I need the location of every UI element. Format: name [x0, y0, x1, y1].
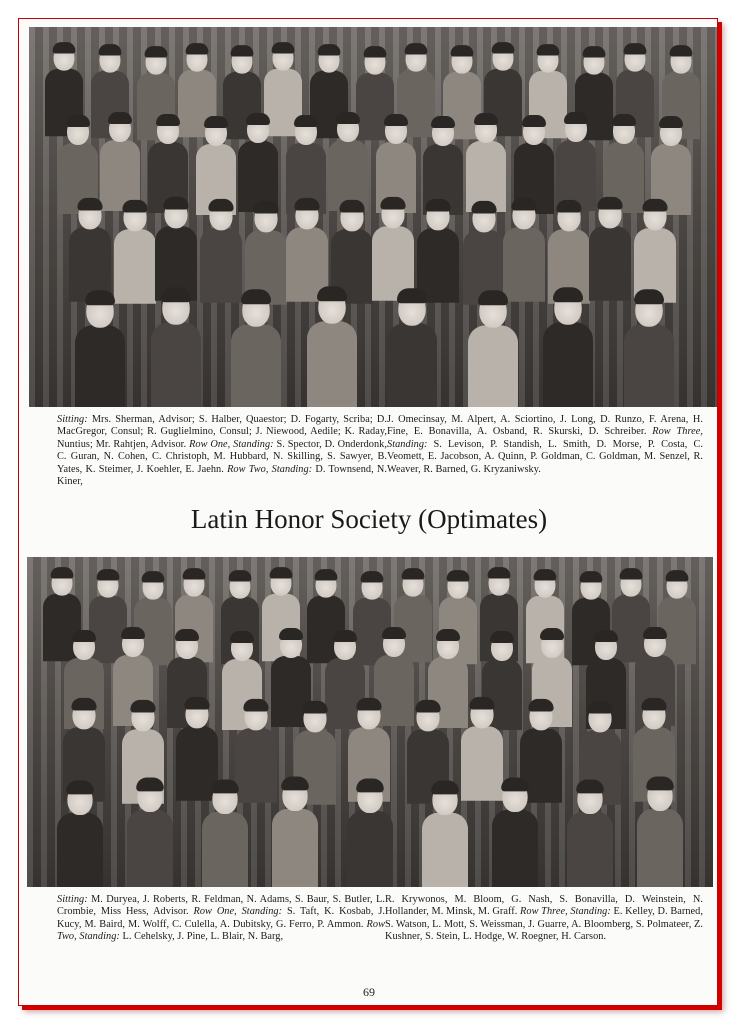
torso [57, 813, 103, 887]
hair [643, 627, 667, 639]
hair [576, 780, 604, 794]
hair [72, 698, 97, 711]
hair [384, 114, 408, 126]
torso [200, 228, 242, 303]
caption-names: L. Cehelsky, J. Pine, L. Blair, N. Barg, [119, 931, 284, 943]
caption-names: S. Levison, P. Standish, L. Smith, D. Morse, P. Costa, C. Veomett, E. Jacobson, A. Quinn, P. Goldman, C. Goldman, M. Senzel, R. Weaver, R. Barned, G. Kryzaniwsky. [387, 438, 703, 475]
hair [144, 46, 167, 57]
caption-row-heading: Sitting: [57, 414, 88, 425]
hair [131, 700, 156, 713]
student-figure [417, 202, 459, 303]
group-photo-top [29, 27, 717, 407]
hair [553, 287, 583, 302]
torso [151, 322, 201, 407]
hair [281, 777, 309, 791]
student-figure [231, 293, 281, 407]
hair [211, 780, 239, 794]
hair [185, 43, 208, 54]
hair [431, 781, 459, 795]
hair [340, 200, 365, 213]
student-figure [387, 292, 437, 407]
hair [426, 199, 451, 212]
hair [294, 115, 318, 127]
hair [123, 200, 148, 213]
hair [272, 42, 295, 53]
student-figure [75, 294, 125, 407]
torso [347, 811, 393, 887]
caption-row-heading: Row Three, Standing: [520, 906, 611, 918]
torso [567, 812, 613, 887]
hair [666, 570, 689, 581]
hair [185, 697, 210, 710]
torso [624, 324, 674, 407]
hair [659, 116, 683, 128]
hair [528, 699, 553, 712]
student-figure [503, 201, 545, 302]
student-figure [202, 783, 248, 887]
student-figure [127, 781, 173, 887]
hair [634, 289, 664, 304]
hair [302, 701, 327, 714]
student-figure [422, 784, 468, 887]
hair [415, 700, 440, 713]
hair [646, 777, 674, 791]
student-figure [69, 201, 111, 302]
hair [156, 114, 180, 126]
hair [587, 701, 612, 714]
torso [543, 322, 593, 407]
hair [50, 567, 73, 578]
student-figure [151, 291, 201, 407]
student-figure [272, 780, 318, 887]
student-figure [347, 782, 393, 887]
hair [540, 628, 564, 640]
caption-bottom-left [57, 894, 385, 944]
hair [612, 114, 636, 126]
hair [228, 570, 251, 581]
hair [163, 197, 188, 210]
student-figure [543, 291, 593, 407]
torso [468, 325, 518, 407]
torso [492, 810, 538, 887]
hair [436, 629, 460, 641]
hair [67, 781, 95, 795]
hair [474, 113, 498, 125]
hair [579, 571, 602, 582]
torso [503, 227, 545, 302]
student-figure [468, 294, 518, 407]
hair [471, 201, 496, 214]
student-figure [567, 783, 613, 887]
torso [202, 812, 248, 887]
student-figure [328, 115, 368, 211]
hair [269, 567, 292, 578]
hair [72, 630, 96, 642]
student-figure [589, 200, 631, 301]
student-figure [624, 293, 674, 407]
hair [557, 200, 582, 213]
caption-names: S. Spector, D. Onderdonk, C. Guran, N. Cohen, C. Christoph, M. Hubbard, N. Skilling, S. Sawyer, B. Yates, K. Steimer, J. Koehler, E. Jaehn. [57, 438, 388, 475]
caption-bottom-right [385, 894, 703, 944]
hair [208, 199, 233, 212]
page-title: Latin Honor Society (Optimates) [190, 504, 548, 534]
hair [597, 197, 622, 210]
student-figure [556, 115, 596, 211]
hair [108, 112, 132, 124]
hair [491, 42, 514, 53]
hair [85, 290, 115, 305]
hair [244, 699, 269, 712]
hair [356, 779, 384, 793]
yearbook-page [18, 18, 718, 1006]
group-photo-bottom [27, 557, 713, 887]
hair [501, 778, 529, 792]
caption-names: D. Townsend, N. Kiner, [57, 463, 388, 488]
caption-top-left [57, 414, 387, 488]
student-figure [492, 781, 538, 887]
student-figure [238, 116, 278, 212]
hair [537, 44, 560, 55]
hair [246, 113, 270, 125]
torso [272, 809, 318, 887]
hair [356, 698, 381, 711]
hair [175, 629, 199, 641]
student-figure [114, 203, 156, 304]
hair [204, 116, 228, 128]
hair [401, 568, 424, 579]
hair [478, 290, 508, 305]
hair [488, 567, 511, 578]
hair [183, 568, 206, 579]
caption-row-heading: Row One, Standing: [193, 906, 283, 918]
hair [450, 45, 473, 56]
hair [469, 697, 494, 710]
hair [643, 199, 668, 212]
torso [307, 321, 357, 407]
caption-row-heading: Row Two, Standing: [227, 463, 313, 475]
hair [382, 627, 406, 639]
hair [534, 569, 557, 580]
hair [142, 571, 165, 582]
student-figure [100, 115, 140, 211]
hair [333, 630, 357, 642]
hair [53, 42, 76, 53]
hair [583, 46, 606, 57]
student-figure [57, 784, 103, 887]
torso [114, 229, 156, 304]
hair [431, 116, 455, 128]
student-figure [637, 780, 683, 887]
hair [96, 569, 119, 580]
page-number: 69 [363, 985, 375, 999]
student-figure [200, 202, 242, 303]
caption-row-heading: Row One, Standing: [189, 438, 274, 450]
hair [294, 198, 319, 211]
caption-row-heading: Row Two, Standing: [57, 918, 385, 943]
hair [380, 197, 405, 210]
student-figure [634, 202, 676, 303]
hair [77, 198, 102, 211]
hair [624, 43, 647, 54]
student-figure [466, 116, 506, 212]
torso [75, 325, 125, 407]
torso [387, 323, 437, 407]
hair [279, 628, 303, 640]
hair [594, 630, 618, 642]
hair [336, 112, 360, 124]
hair [670, 45, 693, 56]
torso [231, 324, 281, 407]
hair [121, 627, 145, 639]
hair [231, 45, 254, 56]
hair [317, 286, 347, 301]
hair [522, 115, 546, 127]
hair [404, 43, 427, 54]
caption-top-right [387, 414, 703, 476]
hair [641, 698, 666, 711]
hair [161, 287, 191, 302]
caption-row-heading: Row Three, Standing: [387, 426, 703, 450]
hair [564, 112, 588, 124]
caption-names: M. Duryea, J. Roberts, R. Feldman, N. Adams, S. Baur, S. Butler, L. Crombie, Miss Hess, Advisor. [57, 894, 385, 918]
caption-names: R. Krywonos, M. Bloom, G. Nash, S. Bonavilla, D. Weinstein, N. Hollander, M. Minsk, M. Graff. [385, 894, 703, 918]
caption-names: E. Kelley, D. Barned, S. Watson, L. Mott, S. Weissman, J. Guarre, A. Bloomberg, S. Polmateer, Z. Kushner, S. Stein, L. Hodge, W. Roegner, H. Carson. [385, 906, 703, 943]
caption-row-heading: Sitting: [57, 894, 88, 905]
caption-names: Mrs. Sherman, Advisor; S. Halber, Quaestor; D. Fogarty, Scriba; D. MacGregor, Consul; R. Guglielmino, Consul; J. Niewood, Aedile; K. Raday, Nuntius; Mr. Rahtjen, Advisor. [57, 414, 387, 450]
hair [364, 46, 387, 57]
caption-names: S. Taft, K. Kosbab, J. Kucy, M. Baird, M. Wolff, C. Culella, A. Dubitsky, G. Ferro, P. Ammon. [57, 906, 386, 930]
student-figure [155, 200, 197, 301]
hair [137, 778, 165, 792]
hair [318, 44, 341, 55]
hair [315, 569, 338, 580]
torso [127, 810, 173, 887]
hair [361, 571, 384, 582]
hair [66, 115, 90, 127]
hair [98, 44, 121, 55]
hair [254, 201, 279, 214]
student-figure [286, 201, 328, 302]
hair [447, 570, 470, 581]
hair [511, 198, 536, 211]
student-figure [372, 200, 414, 301]
hair [620, 568, 643, 579]
torso [422, 813, 468, 887]
hair [241, 289, 271, 304]
torso [637, 809, 683, 887]
torso [589, 226, 631, 301]
student-figure [307, 290, 357, 407]
caption-names: J. Omecinsay, M. Alpert, A. Sciortino, J. Long, D. Runzo, F. Arena, H. Fine, E. Bonavilla, A. Osband, R. Skurski, D. Schreiber. [387, 414, 703, 438]
hair [397, 288, 427, 303]
hair [230, 631, 254, 643]
hair [490, 631, 514, 643]
